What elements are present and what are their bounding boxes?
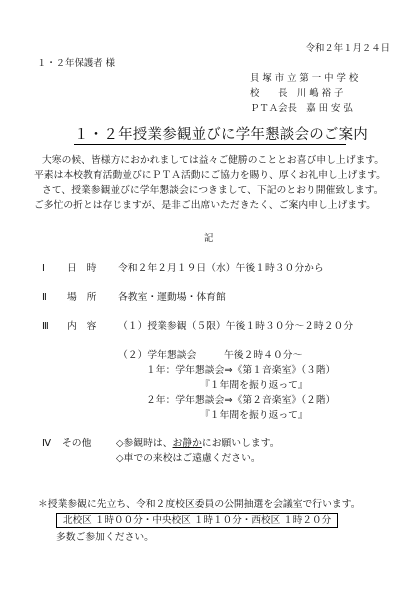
sender-pta: ＰＴＡ会長 嘉 田 安 弘 xyxy=(250,103,353,114)
grade2-line: ２年：学年懇談会⇒《第２音楽室》（２階） xyxy=(146,395,336,406)
grade1-line: １年：学年懇談会⇒《第１音楽室》（３階） xyxy=(146,365,336,376)
item-number: Ⅳ xyxy=(42,438,52,449)
other-line-1 xyxy=(116,437,280,450)
item-number: Ⅰ xyxy=(42,263,45,274)
item-number: Ⅲ xyxy=(42,321,49,332)
grade1-topic: 『１年間を振り返って』 xyxy=(200,380,308,391)
other-line-1-underlined: お静か xyxy=(172,438,202,449)
item-value: 令和２年２月１９日（水）午後１時３０分から xyxy=(118,263,324,274)
sender-school: 貝 塚 市 立 第 一 中 学 校 xyxy=(250,73,359,84)
sender-principal: 校 長 川 嶋 裕 子 xyxy=(250,88,344,99)
item-value: 各教室・運動場・体育館 xyxy=(118,292,226,303)
body-line: さて、授業参観並びに学年懇談会につきまして、下記のとおり開催致します。 xyxy=(42,185,384,196)
document-date: 令和２年１月２４日 xyxy=(305,43,390,54)
body-line: ご多忙の折とは存じますが、是非ご出席いただきたく、ご案内申し上げます。 xyxy=(34,200,376,211)
other-line-1-suffix: にお願いします。 xyxy=(201,438,280,449)
ki-heading: 記 xyxy=(204,233,214,244)
recipient: １・２年保護者 様 xyxy=(37,58,115,69)
document-title: １・２年授業参観並びに学年懇談会のご案内 xyxy=(74,127,368,143)
other-line-2: ◇車での来校はご遠慮ください。 xyxy=(116,453,261,464)
title-underline xyxy=(74,144,346,145)
content2-time: 午後２時４０分～ xyxy=(224,350,303,361)
item-label: 内 容 xyxy=(67,321,97,332)
item-label: 場 所 xyxy=(67,292,97,303)
body-line: 大寒の候、皆様方におかれましては益々ご健勝のこととお喜び申し上げます。 xyxy=(42,155,385,166)
item-number: Ⅱ xyxy=(42,292,47,303)
item-label: その他 xyxy=(62,438,92,449)
item-label: 日 時 xyxy=(67,263,97,274)
body-line: 平素は本校教育活動並びにＰＴＡ活動にご協力を賜り、厚くお礼申し上げます。 xyxy=(34,170,386,181)
footer-closing: 多数ご参加ください。 xyxy=(56,532,154,543)
schedule-box: 北校区 １時００分・中央校区 １時１０分・西校区 １時２０分 xyxy=(56,513,338,528)
item-value: （１）授業参観（５限）午後１時３０分～２時２０分 xyxy=(118,321,354,332)
footer-note: ＊授業参観に先立ち、令和２度校区委員の公開抽選を会議室で行います。 xyxy=(38,499,361,510)
other-line-1-prefix: ◇参観時は、 xyxy=(116,438,173,449)
grade2-topic: 『１年間を振り返って』 xyxy=(200,410,308,421)
content2-label: （２）学年懇談会 xyxy=(118,350,197,361)
